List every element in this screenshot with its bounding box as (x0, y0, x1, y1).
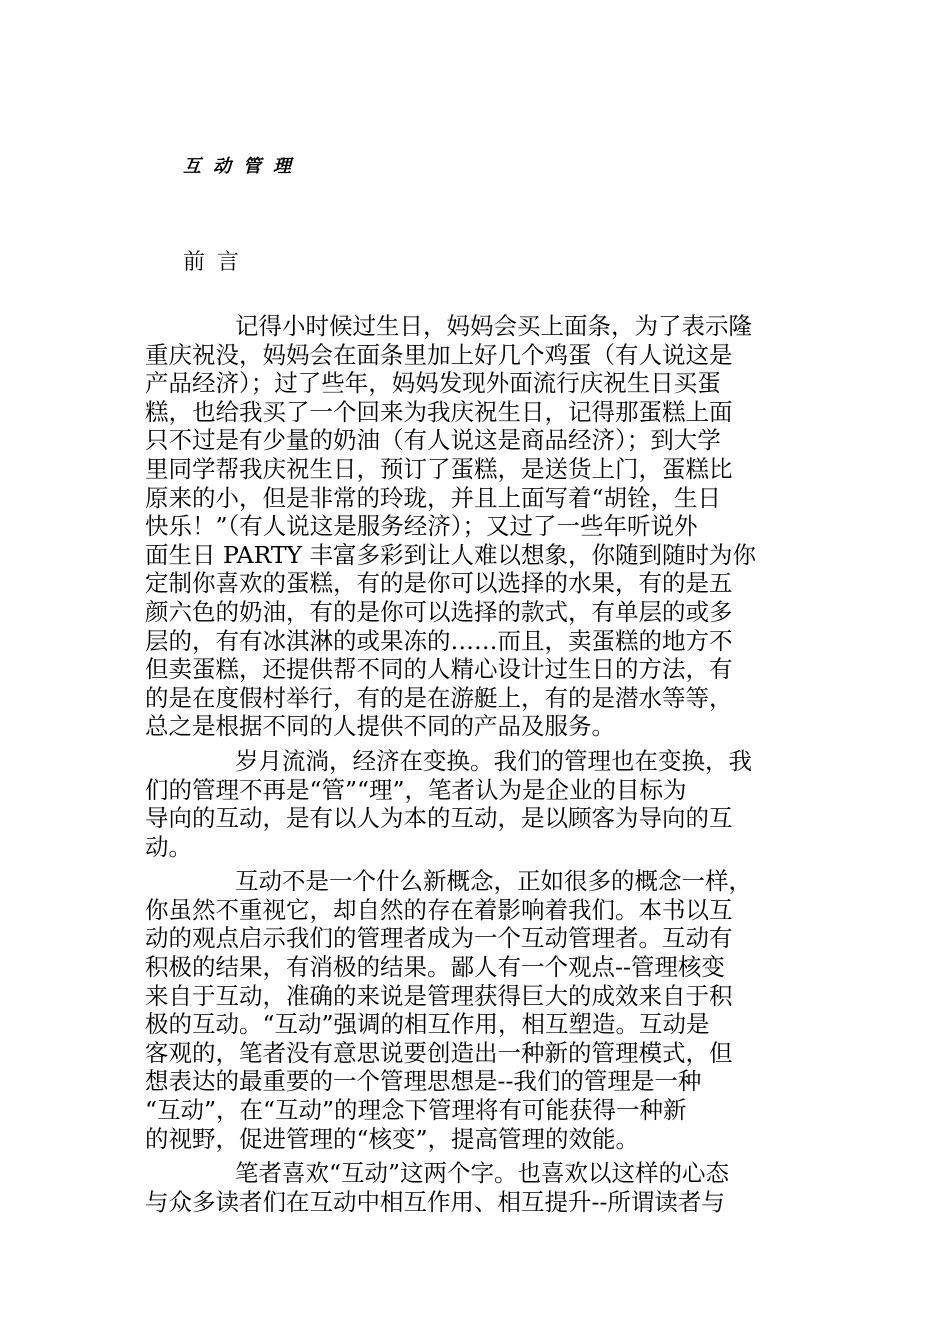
text-line: 重庆祝没，妈妈会在面条里加上好几个鸡蛋（有人说这是 (145, 340, 733, 369)
text-line: 原来的小，但是非常的玲珑，并且上面写着“胡铨，生日 (145, 483, 722, 512)
text-line: 颜六色的奶油，有的是你可以选择的款式，有单层的或多 (145, 597, 733, 626)
text-line: 的是在度假村举行，有的是在游艇上，有的是潜水等等， (145, 683, 733, 712)
text-line: 们的管理不再是“管”“理”，笔者认为是企业的目标为 (145, 775, 687, 804)
paragraph (145, 312, 797, 741)
text-line: 的视野，促进管理的“核变”，提高管理的效能。 (145, 1124, 640, 1153)
paragraph (145, 867, 797, 1153)
text-line: 里同学帮我庆祝生日，预订了蛋糕，是送货上门，蛋糕比 (145, 454, 733, 483)
text-line: 客观的，笔者没有意思说要创造出一种新的管理模式，但 (145, 1038, 733, 1067)
text-line: 想表达的最重要的一个管理思想是--我们的管理是一种 (145, 1067, 702, 1096)
text-line: 积极的结果，有消极的结果。鄙人有一个观点--管理核变 (145, 953, 725, 982)
text-line: 只不过是有少量的奶油（有人说这是商品经济）；到大学 (145, 426, 721, 455)
body-text (145, 312, 797, 1222)
text-line: 记得小时候过生日，妈妈会买上面条，为了表示隆 (235, 312, 752, 340)
text-line: “互动”，在“互动”的理念下管理将有可能获得一种新 (145, 1096, 687, 1125)
text-line: 与众多读者们在互动中相互作用、相互提升--所谓读者与 (145, 1187, 725, 1216)
text-line: 糕，也给我买了一个回来为我庆祝生日，记得那蛋糕上面 (145, 397, 733, 426)
section-title: 前言 (183, 250, 252, 275)
text-line: 层的，有有冰淇淋的或果冻的……而且，卖蛋糕的地方不 (145, 626, 733, 655)
paragraph (145, 747, 797, 861)
text-line: 笔者喜欢“互动”这两个字。也喜欢以这样的心态 (235, 1159, 730, 1188)
text-line: 面生日 PARTY 丰富多彩到让人难以想象，你随到随时为你 (145, 540, 757, 569)
text-line: 互动不是一个什么新概念，正如很多的概念一样， (235, 867, 752, 896)
text-line: 极的互动。“互动”强调的相互作用，相互塑造。互动是 (145, 1010, 710, 1039)
text-line: 总之是根据不同的人提供不同的产品及服务。 (145, 712, 615, 741)
text-line: 但卖蛋糕，还提供帮不同的人精心设计过生日的方法，有 (145, 655, 733, 684)
text-line: 动。 (145, 832, 192, 861)
text-line: 动的观点启示我们的管理者成为一个互动管理者。互动有 (145, 924, 733, 953)
text-line: 导向的互动，是有以人为本的互动，是以顾客为导向的互 (145, 804, 733, 833)
book-title: 互动管理 (183, 156, 303, 177)
text-line: 岁月流淌，经济在变换。我们的管理也在变换，我 (235, 746, 752, 775)
text-line: 定制你喜欢的蛋糕，有的是你可以选择的水果，有的是五 (145, 569, 733, 598)
text-line: 快乐！”（有人说这是服务经济）；又过了一些年听说外 (145, 512, 698, 541)
paragraph (145, 1159, 797, 1216)
text-line: 来自于互动，准确的来说是管理获得巨大的成效来自于积 (145, 981, 733, 1010)
text-line: 你虽然不重视它，却自然的存在着影响着我们。本书以互 (145, 895, 733, 924)
text-line: 产品经济）；过了些年，妈妈发现外面流行庆祝生日买蛋 (145, 369, 721, 398)
